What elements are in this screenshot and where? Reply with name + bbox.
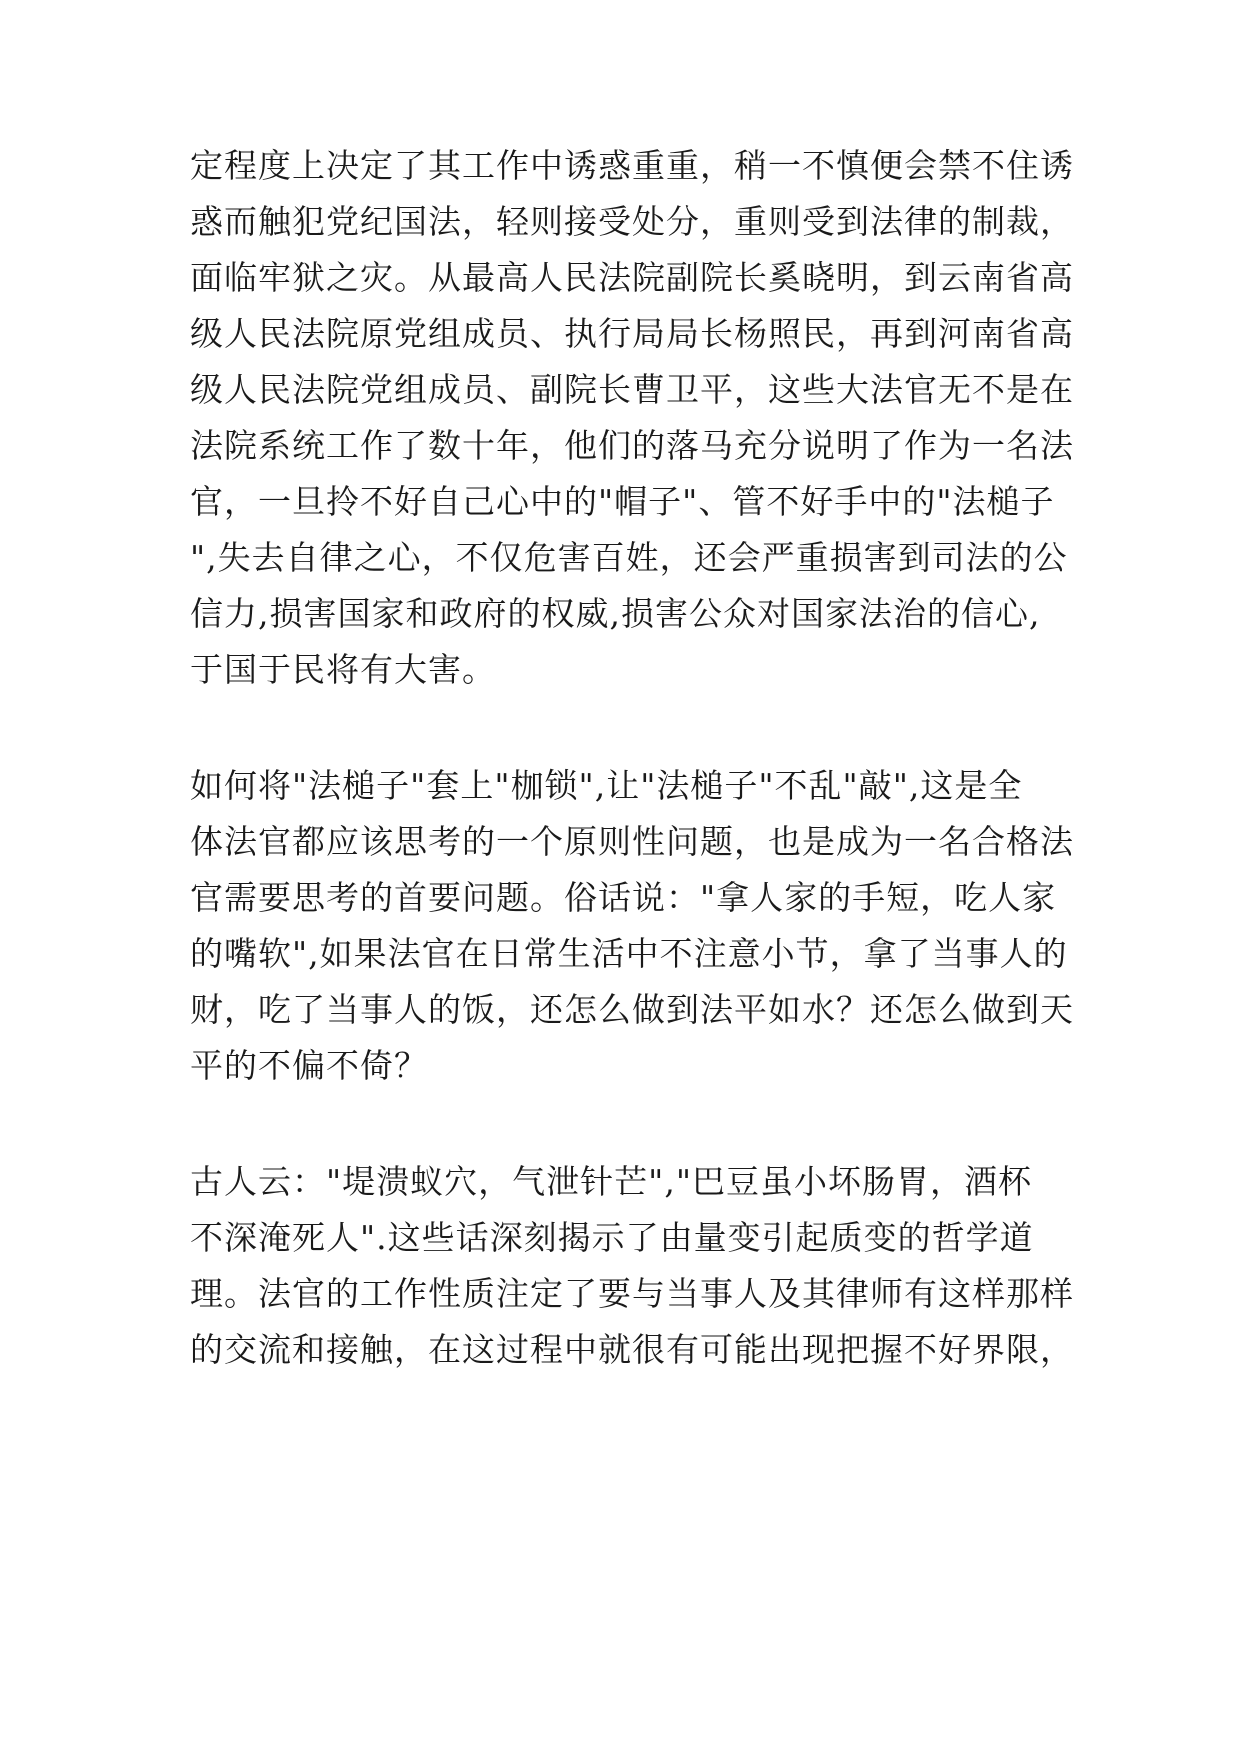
text-line: 体法官都应该思考的一个原则性问题，也是成为一名合格法 [190, 822, 1074, 861]
text-line: ",失去自律之心，不仅危害百姓，还会严重损害到司法的公 [190, 538, 1068, 577]
text-line: 定程度上决定了其工作中诱惑重重，稍一不慎便会禁不住诱 [190, 146, 1074, 185]
text-line: 的交流和接触，在这过程中就很有可能出现把握不好界限， [190, 1330, 1074, 1369]
text-line: 级人民法院原党组成员、执行局局长杨照民，再到河南省高 [190, 314, 1074, 353]
text-line: 财，吃了当事人的饭，还怎么做到法平如水？还怎么做到天 [190, 990, 1074, 1029]
text-line: 古人云："堤溃蚁穴，气泄针芒","巴豆虽小坏肠胃，酒杯 [190, 1162, 1033, 1201]
text-line: 信力,损害国家和政府的权威,损害公众对国家法治的信心, [190, 594, 1041, 633]
text-line: 惑而触犯党纪国法，轻则接受处分，重则受到法律的制裁， [190, 202, 1074, 241]
text-line: 级人民法院党组成员、副院长曹卫平，这些大法官无不是在 [190, 370, 1074, 409]
text-line: 于国于民将有大害。 [190, 650, 496, 689]
text-line: 面临牢狱之灾。从最高人民法院副院长奚晓明，到云南省高 [190, 258, 1074, 297]
text-line: 的嘴软",如果法官在日常生活中不注意小节，拿了当事人的 [190, 934, 1068, 973]
text-line: 法院系统工作了数十年，他们的落马充分说明了作为一名法 [190, 426, 1074, 465]
text-line: 平的不偏不倚？ [190, 1046, 428, 1085]
text-line: 不深淹死人".这些话深刻揭示了由量变引起质变的哲学道 [190, 1218, 1034, 1257]
text-line: 官需要思考的首要问题。俗话说："拿人家的手短，吃人家 [190, 878, 1057, 917]
text-line: 理。法官的工作性质注定了要与当事人及其律师有这样那样 [190, 1274, 1074, 1313]
text-line: 官，一旦拎不好自己心中的"帽子"、管不好手中的"法槌子 [190, 482, 1055, 521]
text-line: 如何将"法槌子"套上"枷锁",让"法槌子"不乱"敲",这是全 [190, 766, 1023, 805]
